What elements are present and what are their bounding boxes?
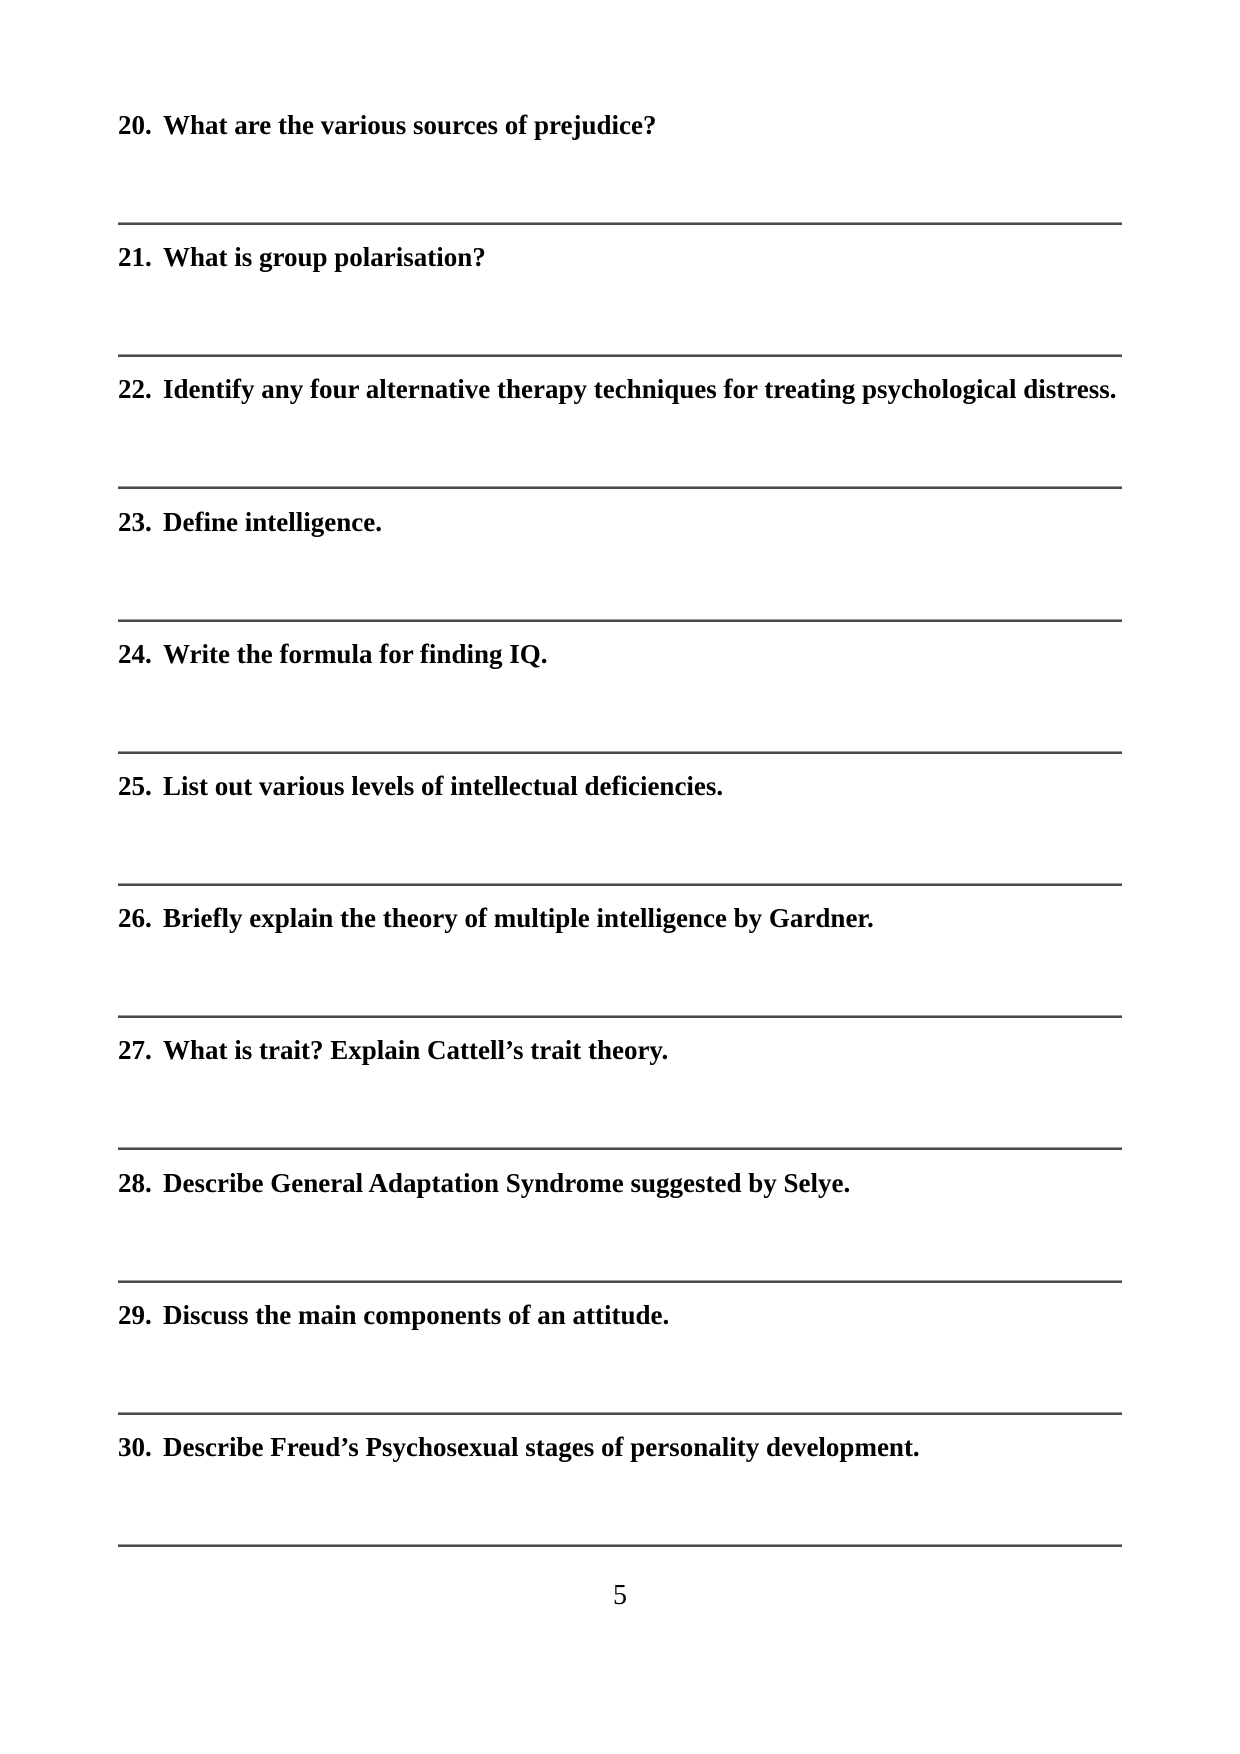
question-text: Discuss the main components of an attitude. [163,1300,670,1330]
question-item [118,372,1130,406]
question-number: 30. [118,1432,152,1462]
answer-line-separator [118,751,1122,754]
question-item [118,901,1130,935]
question-item [118,240,1130,274]
question-text: Briefly explain the theory of multiple intelligence by Gardner. [163,903,874,933]
question-number: 26. [118,903,152,933]
answer-line-separator [118,1015,1122,1018]
question-text: Describe Freud’s Psychosexual stages of personality development. [163,1432,920,1462]
page-number: 5 [613,1580,627,1611]
question-item [118,108,1130,142]
question-number: 28. [118,1168,152,1198]
question-text: Define intelligence. [163,507,382,537]
answer-line-separator [118,354,1122,357]
answer-line-separator [118,883,1122,886]
answer-line-separator [118,1147,1122,1150]
answer-line-separator [118,486,1122,489]
question-text: Write the formula for finding IQ. [163,639,548,669]
question-item [118,769,1130,803]
question-item [118,505,1130,539]
question-item [118,1430,1130,1464]
question-text: What is group polarisation? [163,242,486,272]
answer-line-separator [118,1544,1122,1547]
answer-line-separator [118,1280,1122,1283]
answer-line-separator [118,222,1122,225]
question-number: 29. [118,1300,152,1330]
question-number: 21. [118,242,152,272]
question-item [118,1298,1130,1332]
question-number: 25. [118,771,152,801]
question-text: Identify any four alternative therapy techniques for treating psychological distress. [163,374,1117,404]
question-text: What are the various sources of prejudice? [163,110,657,140]
question-text: What is trait? Explain Cattell’s trait theory. [163,1035,669,1065]
question-number: 22. [118,374,152,404]
question-number: 27. [118,1035,152,1065]
question-text: Describe General Adaptation Syndrome suggested by Selye. [163,1168,851,1198]
question-text: List out various levels of intellectual deficiencies. [163,771,724,801]
answer-line-separator [118,619,1122,622]
question-number: 20. [118,110,152,140]
question-number: 24. [118,639,152,669]
question-item [118,637,1130,671]
answer-line-separator [118,1412,1122,1415]
question-item [118,1166,1130,1200]
question-item [118,1033,1130,1067]
question-number: 23. [118,507,152,537]
